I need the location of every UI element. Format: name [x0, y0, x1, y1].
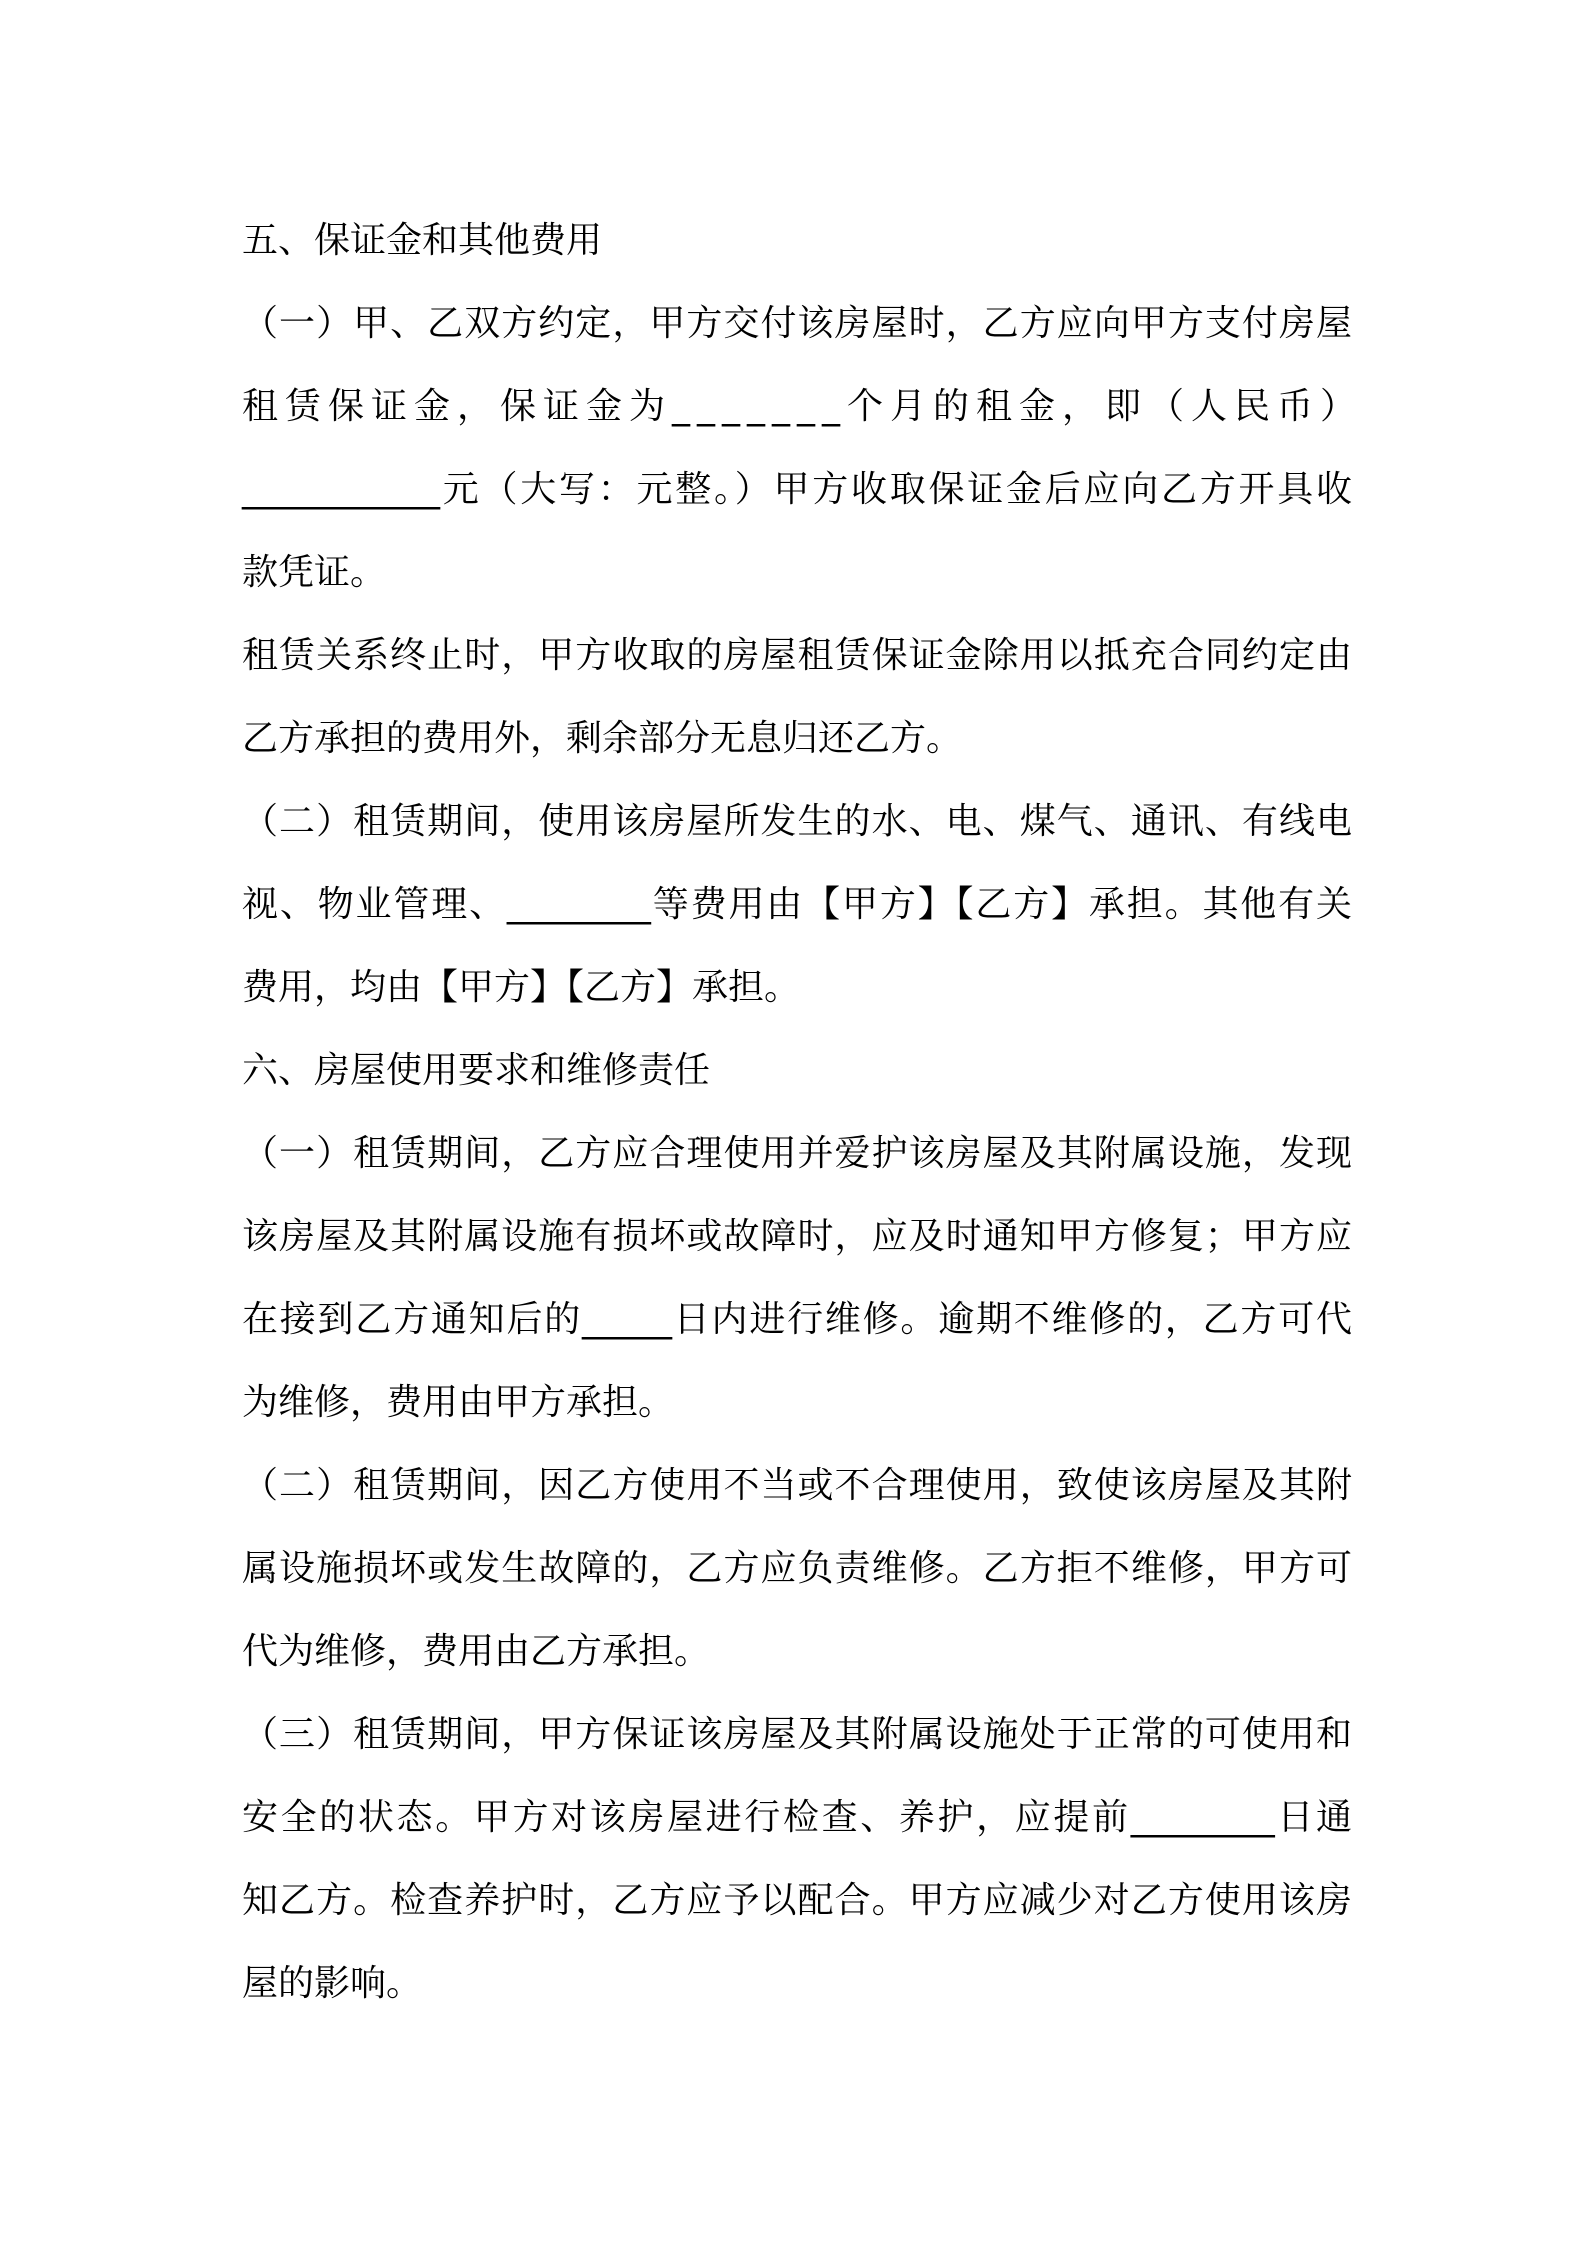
- paragraph-line: ___________元（大写：元整。）甲方收取保证金后应向乙方开具收: [242, 469, 1352, 510]
- paragraph-line: 屋的影响。: [242, 1963, 423, 2004]
- paragraph-line: 租赁关系终止时，甲方收取的房屋租赁保证金除用以抵充合同约定由: [242, 635, 1352, 676]
- paragraph-line: 为维修，费用由甲方承担。: [242, 1382, 675, 1423]
- paragraph-line: 款凭证。: [242, 552, 387, 593]
- paragraph-line: 安全的状态。甲方对该房屋进行检查、养护，应提前________日通: [242, 1797, 1352, 1838]
- paragraph-line: 租赁保证金，保证金为_______个月的租金，即（人民币）: [242, 386, 1364, 427]
- paragraph-line: （三）租赁期间，甲方保证该房屋及其附属设施处于正常的可使用和: [242, 1714, 1352, 1755]
- paragraph-line: （二）租赁期间，因乙方使用不当或不合理使用，致使该房屋及其附: [242, 1465, 1352, 1506]
- document-body: [242, 199, 1364, 2025]
- paragraph-line: （一）租赁期间，乙方应合理使用并爱护该房屋及其附属设施，发现: [242, 1133, 1352, 1174]
- paragraph-line: 费用，均由【甲方】【乙方】承担。: [242, 967, 801, 1008]
- section-heading-deposit: 五、保证金和其他费用: [242, 220, 603, 261]
- paragraph-line: （二）租赁期间，使用该房屋所发生的水、电、煤气、通讯、有线电: [242, 801, 1352, 842]
- paragraph-line: （一）甲、乙双方约定，甲方交付该房屋时，乙方应向甲方支付房屋: [242, 303, 1352, 344]
- paragraph-line: 视、物业管理、________等费用由【甲方】【乙方】承担。其他有关: [242, 884, 1352, 925]
- section-heading-usage: 六、房屋使用要求和维修责任: [242, 1050, 711, 1091]
- paragraph-line: 知乙方。检查养护时，乙方应予以配合。甲方应减少对乙方使用该房: [242, 1880, 1352, 1921]
- paragraph-line: 该房屋及其附属设施有损坏或故障时，应及时通知甲方修复；甲方应: [242, 1216, 1352, 1257]
- paragraph-line: 在接到乙方通知后的_____日内进行维修。逾期不维修的，乙方可代: [242, 1299, 1352, 1340]
- paragraph-line: 代为维修，费用由乙方承担。: [242, 1631, 711, 1672]
- paragraph-line: 属设施损坏或发生故障的，乙方应负责维修。乙方拒不维修，甲方可: [242, 1548, 1352, 1589]
- paragraph-line: 乙方承担的费用外，剩余部分无息归还乙方。: [242, 718, 963, 759]
